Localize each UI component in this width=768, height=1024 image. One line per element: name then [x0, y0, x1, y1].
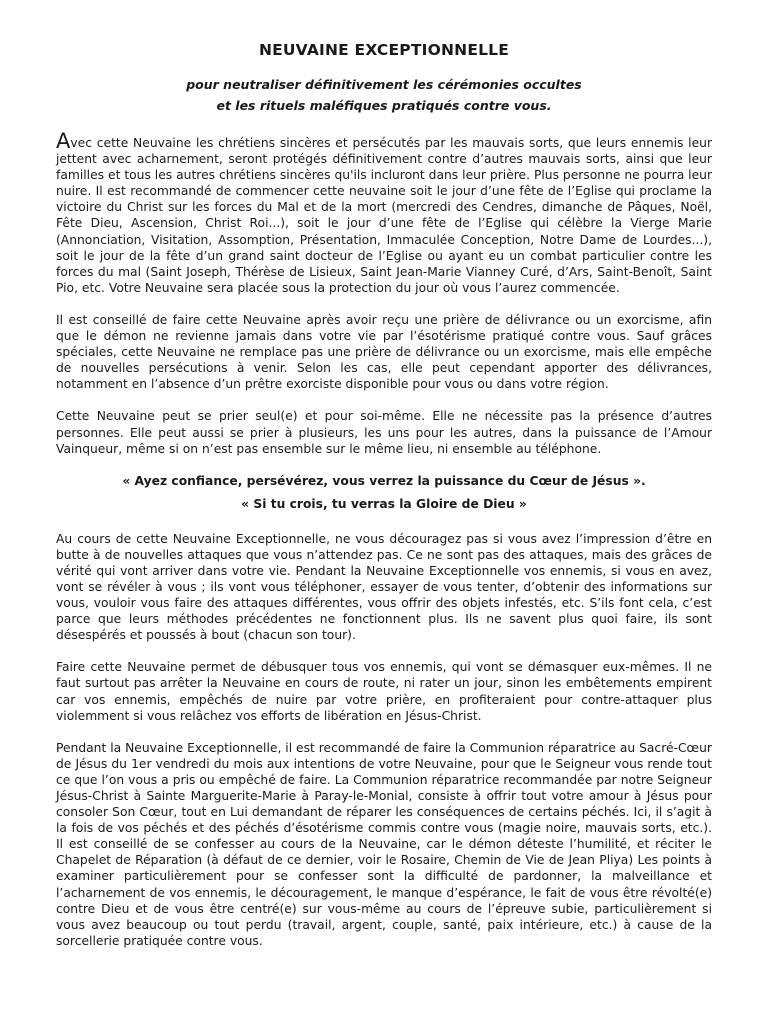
paragraph-communion: Pendant la Neuvaine Exceptionnelle, il est recommandé de faire la Communion réparatrice au Sacré-Cœur de Jésus du 1er vendredi du mois aux intentions de votre Neuvaine, pour que le Seigneur vous rende tout ce que l’on vous a pris ou empêché de faire. La Communion réparatrice recommandée par notre Seigneur Jésus-Christ à Sainte Marguerite-Marie à Paray-le-Monial, consiste à offrir tout votre amour à Jésus pour consoler Son Cœur, tout en Lui demandant de réparer les conséquences de certains péchés. Ici, il s’agit à la fois de vos péchés et des péchés d’ésotérisme commis contre vous (magie noire, mauvais sorts, etc.). Il est conseillé de se confesser au cours de la Neuvaine, car le démon déteste l’humilité, et réciter le Chapelet de Réparation (à défaut de ce dernier, voir le Rosaire, Chemin de Vie de Jean Pliya) Les points à examiner particulièrement pour se confesser sont la difficulté de pardonner, la malveillance et l’acharnement de vos ennemis, le découragement, le manque d’espérance, le fait de vous être révolté(e) contre Dieu et de vous être centré(e) sur vous-même au cours de l’épreuve subie, particulièrement si vous avez beaucoup ou tout perdu (travail, argent, couple, santé, paix intérieure, etc.) à cause de la sorcellerie pratiquée contre vous. — [56, 740, 712, 948]
drop-cap: A — [56, 129, 71, 153]
paragraph-intro-text: vec cette Neuvaine les chrétiens sincères et persécutés par les mauvais sorts, que leurs ennemis leur jettent avec acharnement, seront protégés définitivement contre d’autres mauvais sorts, ainsi que leur familles et tous les autres chrétiens sincères qu'ils incluront dans leur prière. Plus personne ne pourra leur nuire. Il est recommandé de commencer cette neuvaine soit le jour d’une fête de l’Eglise qui proclame la victoire du Christ sur les forces du Mal et de la mort (mercredi des Cendres, dimanche de Pâques, Noël, Fête Dieu, Ascension, Christ Roi...), soit le jour d’une fête de l’Eglise qui célèbre la Vierge Marie (Annonciation, Visitation, Assomption, Présentation, Immaculée Conception, Notre Dame de Lourdes...), soit le jour de la fête d’un grand saint docteur de l’Eglise ou ayant eu un combat particulier contre les forces du mal (Saint Joseph, Thérèse de Lisieux, Saint Jean-Marie Vianney Curé, d’Ars, Saint-Benoît, Saint Pio, etc. Votre Neuvaine sera placée sous la protection du jour où vous l’aurez commencée. — [56, 136, 712, 295]
subtitle — [56, 74, 712, 116]
paragraph-attacks: Au cours de cette Neuvaine Exceptionnelle, ne vous découragez pas si vous avez l’impression d’être en butte à de nouvelles attaques que vous n’attendez pas. Ce ne sont pas des attaques, mais des grâces de vérité qui vont arriver dans votre vie. Pendant la Neuvaine Exceptionnelle vos ennemis, si vous en avez, vont se révéler à vous ; ils vont vous téléphoner, essayer de vous tenter, d’obtenir des informations sur vous, vouloir vous faire des attaques différentes, vous offrir des objets infestés, etc. S’ils font cela, c’est parce que leurs méthodes précédentes ne fonctionnent plus. Ils ne savent plus quoi faire, ils sont désespérés et poussés à bout (chacun son tour). — [56, 531, 712, 643]
page-title: NEUVAINE EXCEPTIONNELLE — [258, 41, 510, 59]
quote-glory: « Si tu crois, tu verras la Gloire de Dieu » — [241, 496, 527, 511]
subtitle-line-2: et les rituels maléfiques pratiqués contre vous. — [216, 98, 552, 113]
quotes — [56, 473, 712, 513]
paragraph-intro — [56, 129, 712, 296]
subtitle-line-1: pour neutraliser définitivement les cérémonies occultes — [186, 77, 582, 92]
paragraph-alone: Cette Neuvaine peut se prier seul(e) et pour soi-même. Elle ne nécessite pas la présence d’autres personnes. Elle peut aussi se prier à plusieurs, les uns pour les autres, dans la puissance de l’Amour Vainqueur, même si on n’est pas ensemble sur le même lieu, ni ensemble au téléphone. — [56, 409, 712, 456]
paragraph-deliverance: Il est conseillé de faire cette Neuvaine après avoir reçu une prière de délivrance ou un exorcisme, afin que le démon ne revienne jamais dans votre vie par l’ésotérisme pratiqué contre vous. Sauf grâces spéciales, cette Neuvaine ne remplace pas une prière de délivrance ou un exorcisme, mais elle empêche de nouvelles persécutions à venir. Selon les cas, elle peut cependant apporter des délivrances, notamment en l’absence d’un prêtre exorciste disponible pour vous ou dans votre région. — [56, 312, 712, 392]
quote-confidence: « Ayez confiance, persévérez, vous verrez la puissance du Cœur de Jésus ». — [122, 473, 646, 488]
paragraph-enemies: Faire cette Neuvaine permet de débusquer tous vos ennemis, qui vont se démasquer eux-mêmes. Il ne faut surtout pas arrêter la Neuvaine en cours de route, ni rater un jour, sinon les embêtements empirent car vos ennemis, empêchés de nuire par votre prière, en profiteraient pour contre-attaquer plus violemment si vous relâchez vos efforts de libération en Jésus-Christ. — [56, 660, 712, 723]
